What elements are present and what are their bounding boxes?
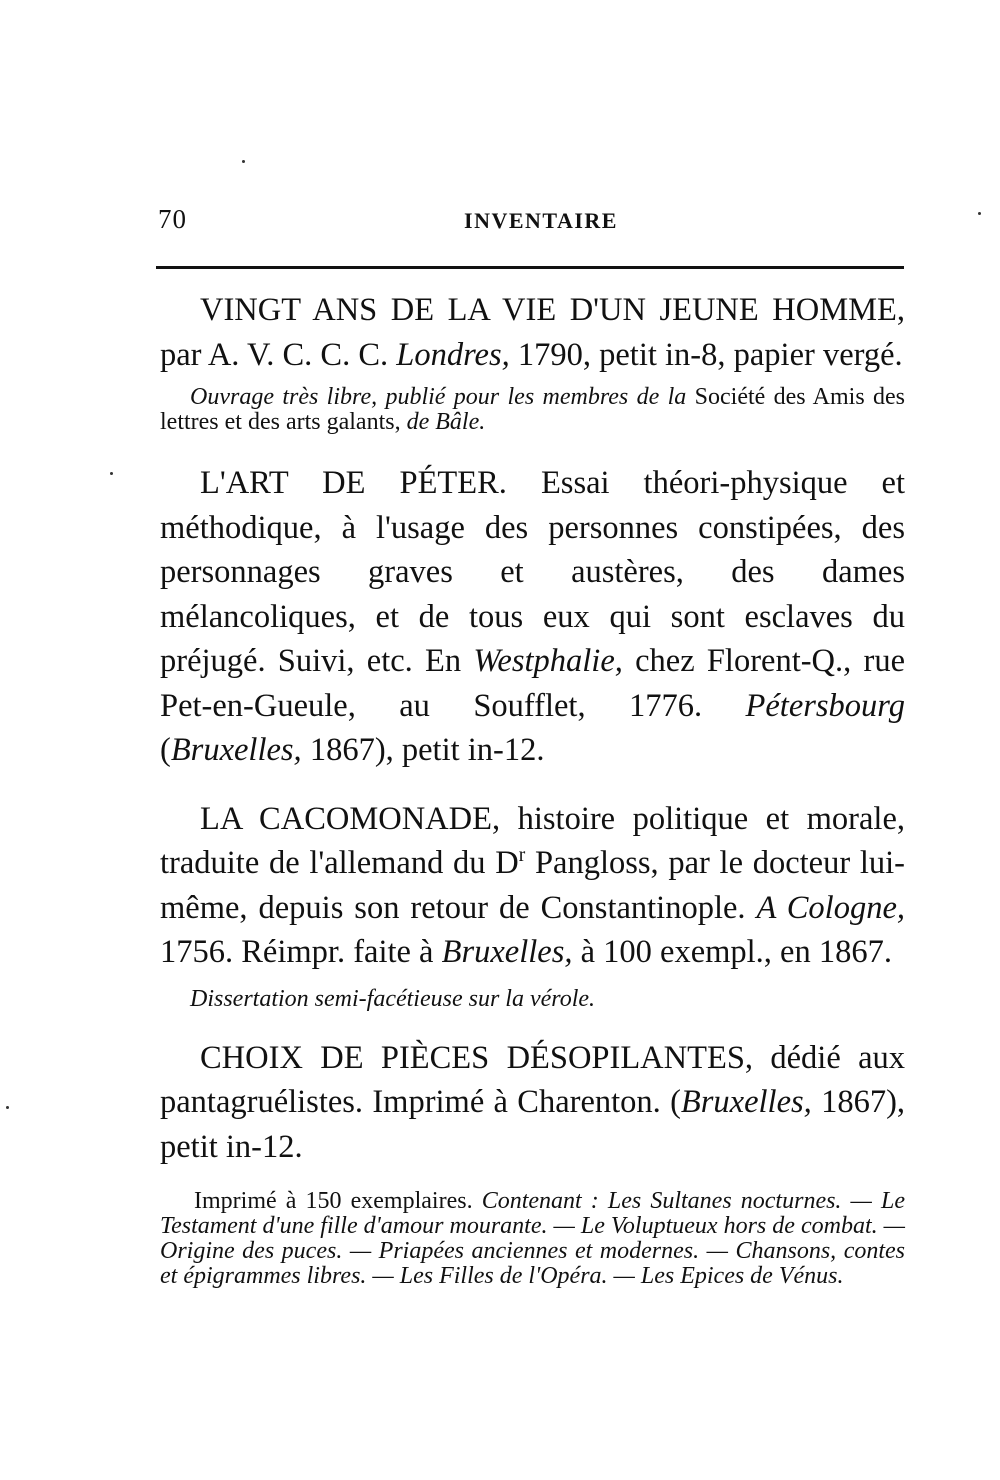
entry-year: 1790, <box>517 336 591 373</box>
entry-note <box>160 1189 905 1289</box>
entry-description: chez Florent-Q., rue Pet-en-Gueule, au Soufflet, 1776. <box>160 643 905 724</box>
entry-art-de-peter <box>160 461 905 773</box>
running-title: INVENTAIRE <box>464 208 618 233</box>
entry-year: 1867), petit in-12. <box>160 1084 906 1165</box>
entry-description: histoire politique et morale, traduite de l'allemand du D <box>160 800 906 881</box>
page-header <box>158 204 904 244</box>
page-content <box>160 282 905 1289</box>
entry-paren: ( <box>160 732 171 768</box>
entry-place: Bruxelles, <box>441 934 573 970</box>
note-italic: Ouvrage très libre, publié pour les membres de la <box>190 384 687 410</box>
entry-description: 1756. Réimpr. faite à <box>160 934 434 970</box>
entry-author: par A. V. C. C. C. <box>160 336 389 373</box>
entry-body <box>160 461 905 773</box>
page-number: 70 <box>158 204 187 234</box>
entry-cacomonade <box>160 797 905 1012</box>
entry-place: Bruxelles, <box>170 732 302 768</box>
entry-paren: ( <box>670 1084 681 1120</box>
entry-body <box>160 797 905 975</box>
note-italic: Dissertation semi-facétieuse sur la vérole. <box>190 985 596 1012</box>
entry-title: L'ART DE PÉTER. <box>200 465 507 501</box>
note-italic: Contenant : Les Sultanes nocturnes. — Le Testament d'une fille d'amour mourante. — Le Voluptueux hors de combat. — Origine des puces. — Priapées anciennes et modernes. — Chansons, contes et épigrammes libres. — Les Filles de l'Opéra. — Les Epices de Vénus. <box>160 1188 905 1289</box>
entry-description: dédié aux pantagruélistes. Imprimé à Charenton. <box>160 1039 905 1120</box>
entry-title: VINGT ANS DE LA VIE D'UN JEUNE HOMME, <box>200 292 905 328</box>
print-speck <box>242 160 245 163</box>
entry-place: A Cologne, <box>756 889 905 926</box>
entry-note <box>160 987 905 1012</box>
entry-note <box>160 385 905 435</box>
entry-place: Bruxelles, <box>680 1084 812 1120</box>
entry-year: 1867), petit in-12. <box>309 732 545 768</box>
entry-place: Londres, <box>396 336 510 373</box>
entry-vingt-ans <box>160 288 905 435</box>
print-speck <box>110 472 113 475</box>
entry-body <box>160 288 905 377</box>
entry-place: Westphalie, <box>473 643 623 679</box>
entry-format: petit in-8, papier vergé. <box>599 336 903 373</box>
entry-choix-de-pieces <box>160 1036 905 1290</box>
header-rule <box>156 266 904 269</box>
note-plain: Imprimé à 150 exemplaires. <box>194 1188 473 1214</box>
print-speck <box>978 212 981 215</box>
entry-description: Essai théori-physique et méthodique, à l'usage des personnes constipées, des personnages graves et austères, des dames mélancoliques, et de tous eux qui sont esclaves du préjugé. Suivi, etc. En <box>160 465 905 679</box>
entry-title: LA CACOMONADE, <box>200 800 501 837</box>
entry-body <box>160 1036 905 1170</box>
note-plain: Société des Amis des lettres et des arts galants, <box>160 384 906 435</box>
entry-superscript: r <box>518 845 526 867</box>
print-speck <box>6 1106 9 1109</box>
note-italic: de Bâle. <box>406 409 486 435</box>
entry-description: Pangloss, par le docteur lui-même, depuis son retour de Constantinople. <box>160 845 906 926</box>
entry-description: à 100 exempl., en 1867. <box>580 934 892 970</box>
entry-place: Pétersbourg <box>745 687 906 724</box>
entry-title: CHOIX DE PIÈCES DÉSOPILANTES, <box>200 1039 754 1076</box>
